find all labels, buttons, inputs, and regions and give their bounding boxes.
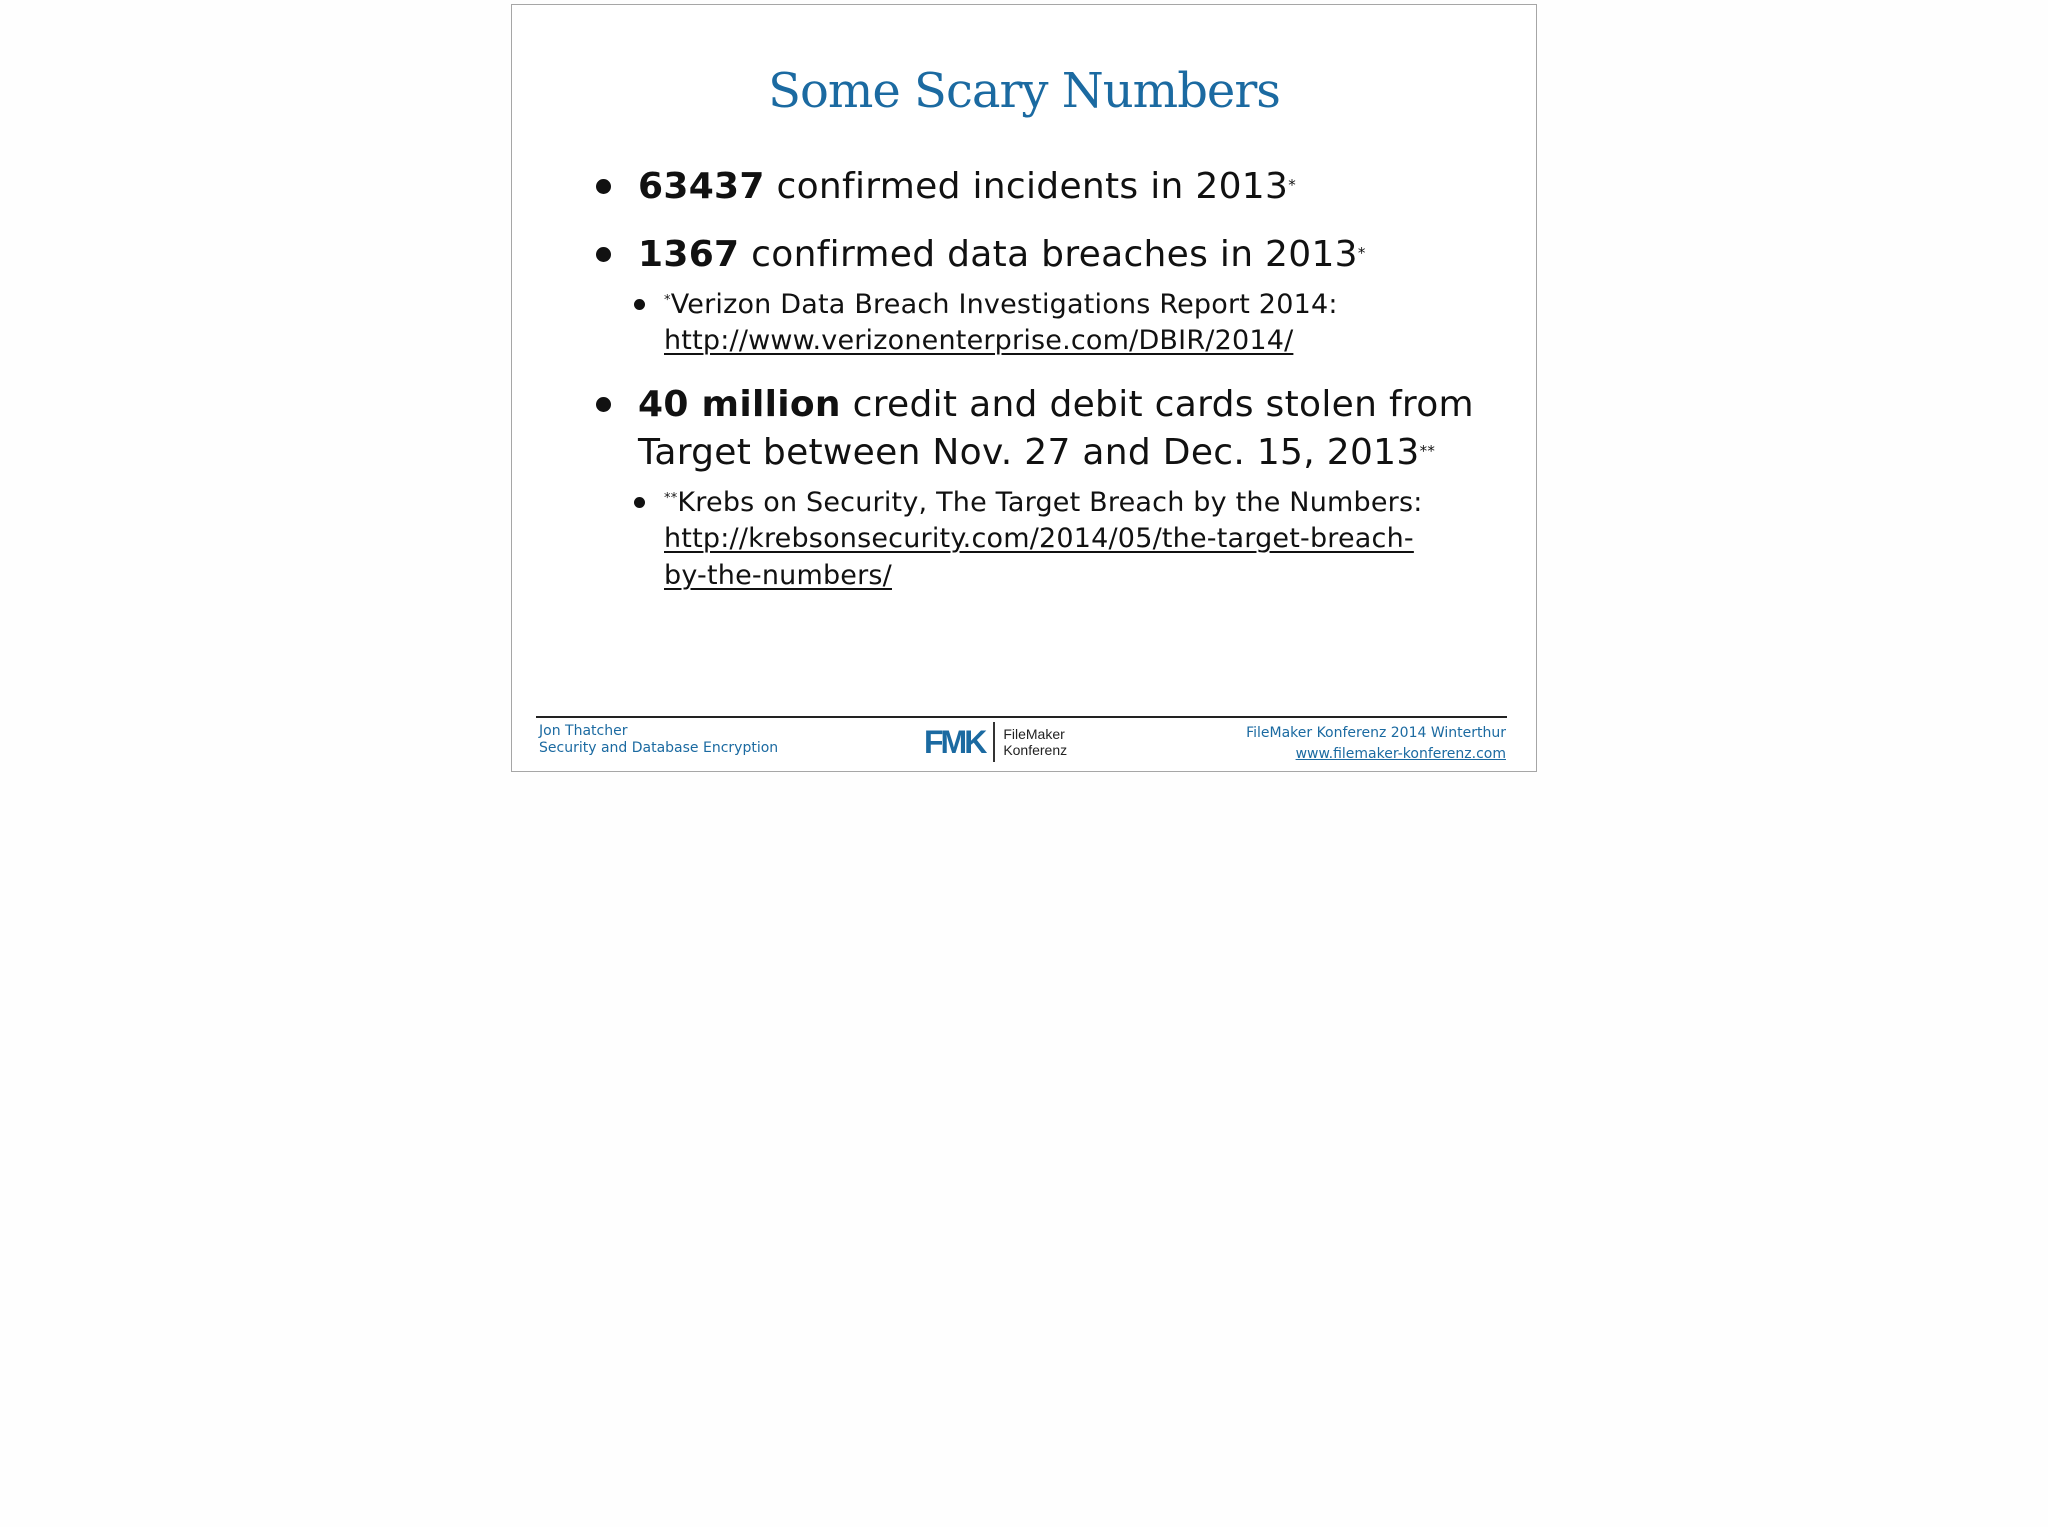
slide-title: Some Scary Numbers bbox=[768, 63, 1280, 119]
sub-bullet-dot bbox=[634, 497, 645, 508]
source-krebs bbox=[664, 485, 1423, 521]
bullet-target-line1 bbox=[638, 381, 1474, 429]
footer-website-link[interactable]: www.filemaker-konferenz.com bbox=[1295, 746, 1506, 762]
bullet-dot bbox=[596, 179, 611, 194]
logo-wordmark-line1: FileMaker bbox=[1003, 726, 1065, 742]
bullet-dot bbox=[596, 247, 611, 262]
bullet-target-line2 bbox=[638, 429, 1435, 477]
footer-author: Jon Thatcher bbox=[539, 723, 628, 739]
source-verizon-text: Verizon Data Breach Investigations Report 2014: bbox=[670, 289, 1338, 320]
source-verizon-link-row bbox=[664, 323, 1293, 359]
bullet-incidents bbox=[638, 163, 1296, 211]
krebs-link[interactable]: http://krebsonsecurity.com/2014/05/the-target-breach- bbox=[664, 523, 1414, 554]
bullet-target-text-2: Target between Nov. 27 and Dec. 15, 2013 bbox=[638, 432, 1420, 473]
logo-separator bbox=[993, 722, 995, 762]
logo-wordmark bbox=[1003, 726, 1067, 758]
logo-wordmark-line2: Konferenz bbox=[1003, 742, 1068, 758]
footer-left bbox=[539, 723, 778, 757]
bullet-breaches bbox=[638, 231, 1366, 279]
bullet-incidents-text: confirmed incidents in 2013 bbox=[764, 166, 1289, 207]
bullet-dot bbox=[596, 397, 611, 412]
footnote-marker: * bbox=[1357, 244, 1366, 262]
source-krebs-link-row-1 bbox=[664, 521, 1414, 557]
footnote-marker: * bbox=[664, 293, 671, 308]
bullet-incidents-number: 63437 bbox=[638, 166, 765, 207]
sub-bullet-dot bbox=[634, 299, 645, 310]
bullet-breaches-number: 1367 bbox=[638, 234, 740, 275]
slide bbox=[511, 4, 1537, 772]
bullet-target-text-1: credit and debit cards stolen from bbox=[840, 384, 1474, 425]
verizon-link[interactable]: http://www.verizonenterprise.com/DBIR/2014/ bbox=[664, 325, 1294, 356]
footer-event: FileMaker Konferenz 2014 Winterthur bbox=[1246, 725, 1506, 741]
source-krebs-link-row-2 bbox=[664, 558, 892, 594]
footnote-marker: * bbox=[1288, 176, 1297, 194]
footnote-marker: ** bbox=[1419, 442, 1436, 460]
footnote-marker: ** bbox=[664, 491, 678, 506]
bullet-breaches-text: confirmed data breaches in 2013 bbox=[739, 234, 1358, 275]
fmk-logo-mark: FMK bbox=[924, 724, 985, 760]
source-krebs-text: Krebs on Security, The Target Breach by the Numbers: bbox=[677, 487, 1423, 518]
footer-right bbox=[1246, 723, 1506, 765]
footer-talk-title: Security and Database Encryption bbox=[539, 740, 779, 756]
source-verizon bbox=[664, 287, 1338, 323]
bullet-target-number: 40 million bbox=[638, 384, 841, 425]
filemaker-konferenz-logo bbox=[924, 721, 1067, 763]
footer-divider bbox=[536, 716, 1507, 718]
krebs-link-continued[interactable]: by-the-numbers/ bbox=[664, 560, 892, 591]
